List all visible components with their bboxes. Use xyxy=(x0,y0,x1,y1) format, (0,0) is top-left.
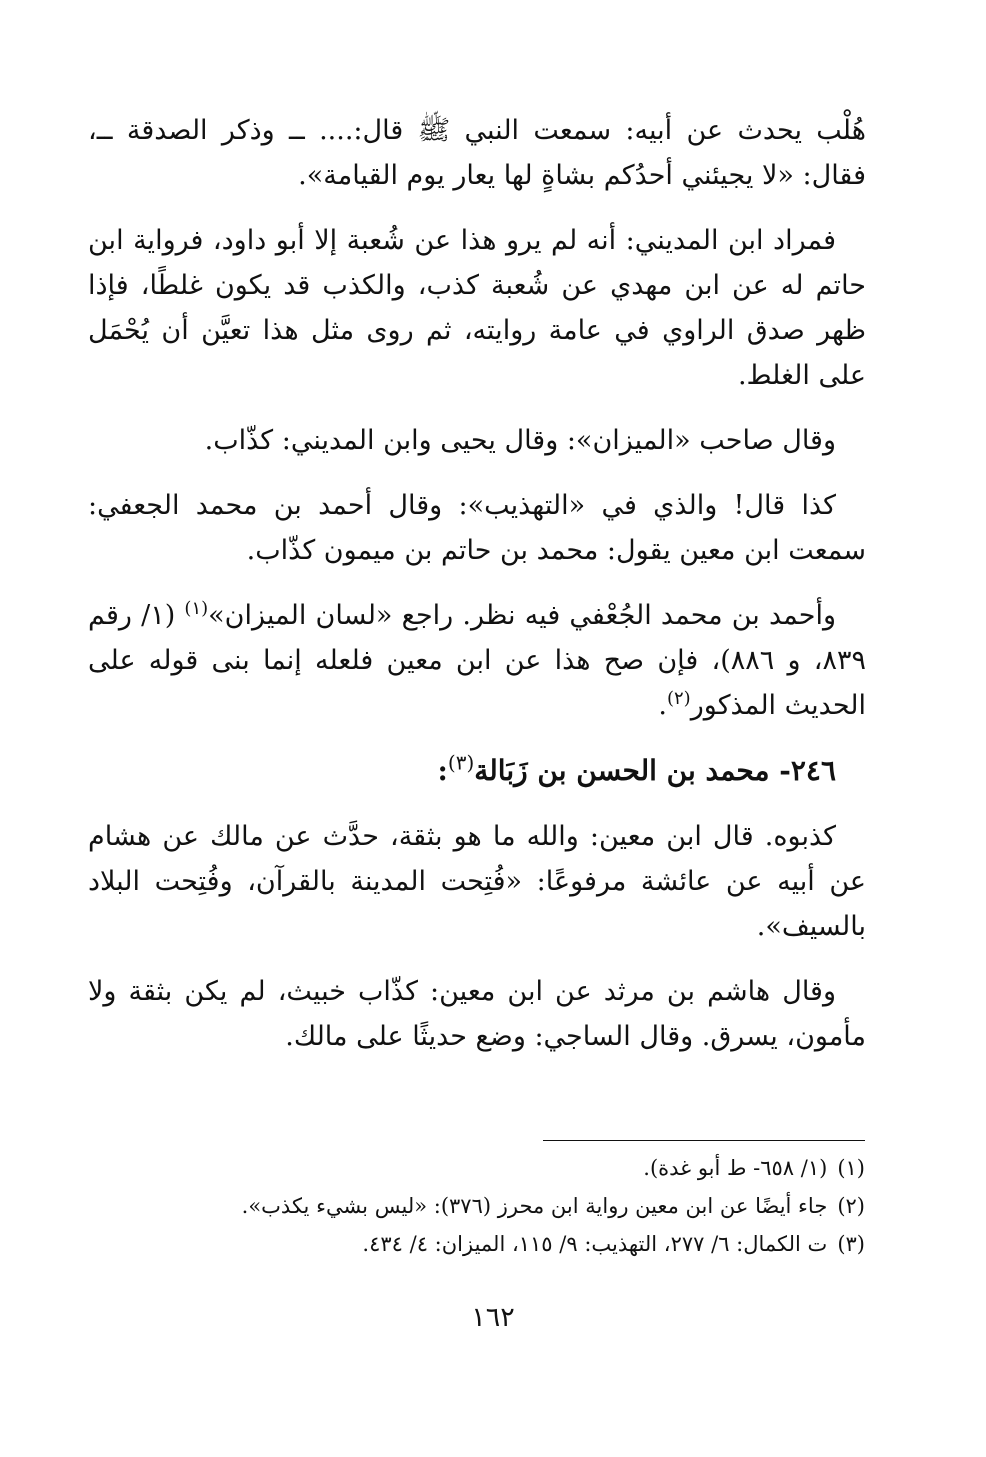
paragraph-2: فمراد ابن المديني: أنه لم يرو هذا عن شُعبة إلا أبو داود، فرواية ابن حاتم له عن ابن مهدي عن شُعبة كذب، والكذب قد يكون غلطًا، فإذا ظهر صدق الراوي في عامة روايته، ثم روى مثل هذا تعيَّن أن يُحْمَل على الغلط. xyxy=(88,225,866,391)
paragraph-4: كذا قال! والذي في «التهذيب»: وقال أحمد بن محمد الجعفي: سمعت ابن معين يقول: محمد بن حاتم بن ميمون كذّاب. xyxy=(88,490,866,566)
entry-heading-text: ٢٤٦- محمد بن الحسن بن زَبَالة xyxy=(474,754,836,787)
footnote-ref-3[interactable]: (٣) xyxy=(447,750,475,775)
paragraph-5-part-3: . xyxy=(658,690,667,721)
footnote-2-number: (٢) xyxy=(837,1194,865,1218)
footnote-3-number: (٣) xyxy=(837,1232,865,1256)
footnote-divider xyxy=(543,1140,865,1141)
paragraph-7: وقال هاشم بن مرثد عن ابن معين: كذّاب خبيث، لم يكن بثقة ولا مأمون، يسرق. وقال الساجي: وضع حديثًا على مالك. xyxy=(88,976,866,1052)
footnote-1 xyxy=(145,1152,865,1184)
main-text xyxy=(88,108,866,1079)
footnote-ref-2[interactable]: (٢) xyxy=(666,688,691,709)
footnote-1-number: (١) xyxy=(837,1156,865,1180)
footnote-1-text: (١/ ٦٥٨- ط أبو غدة). xyxy=(643,1156,828,1180)
paragraph-3: وقال صاحب «الميزان»: وقال يحيى وابن المديني: كذّاب. xyxy=(204,425,836,456)
paragraph-5-part-2: (١/ رقم ٨٣٩، و ٨٨٦)، فإن صح هذا عن ابن معين فلعله إنما بنى قوله على الحديث المذكور xyxy=(88,600,866,721)
footnote-2 xyxy=(145,1190,865,1222)
paragraph-5-part-1: وأحمد بن محمد الجُعْفي فيه نظر. راجع «لسان الميزان» xyxy=(208,600,837,631)
footnote-2-text: جاء أيضًا عن ابن معين رواية ابن محرز (٣٧٦): «ليس بشيء يكذب». xyxy=(241,1194,828,1218)
footnote-3 xyxy=(145,1228,865,1260)
paragraph-1: هُلْب يحدث عن أبيه: سمعت النبي ﷺ قال:.... ــ وذكر الصدقة ــ، فقال: «لا يجيئني أحدُكم بشاةٍ لها يعار يوم القيامة». xyxy=(88,115,866,191)
footnotes xyxy=(145,1152,865,1266)
paragraph-6: كذبوه. قال ابن معين: والله ما هو بثقة، حدَّث عن مالك عن هشام عن أبيه عن عائشة مرفوعًا: «فُتِحت المدينة بالقرآن، وفُتِحت البلاد بالسيف». xyxy=(88,821,866,942)
entry-heading xyxy=(88,748,866,794)
entry-heading-colon: : xyxy=(437,754,448,787)
footnote-ref-1[interactable]: (١) xyxy=(184,598,209,619)
footnote-3-text: ت الكمال: ٦/ ٢٧٧، التهذيب: ٩/ ١١٥، الميزان: ٤/ ٤٣٤. xyxy=(362,1232,828,1256)
paragraph-5 xyxy=(88,593,866,728)
page-number: ١٦٢ xyxy=(471,1302,515,1333)
